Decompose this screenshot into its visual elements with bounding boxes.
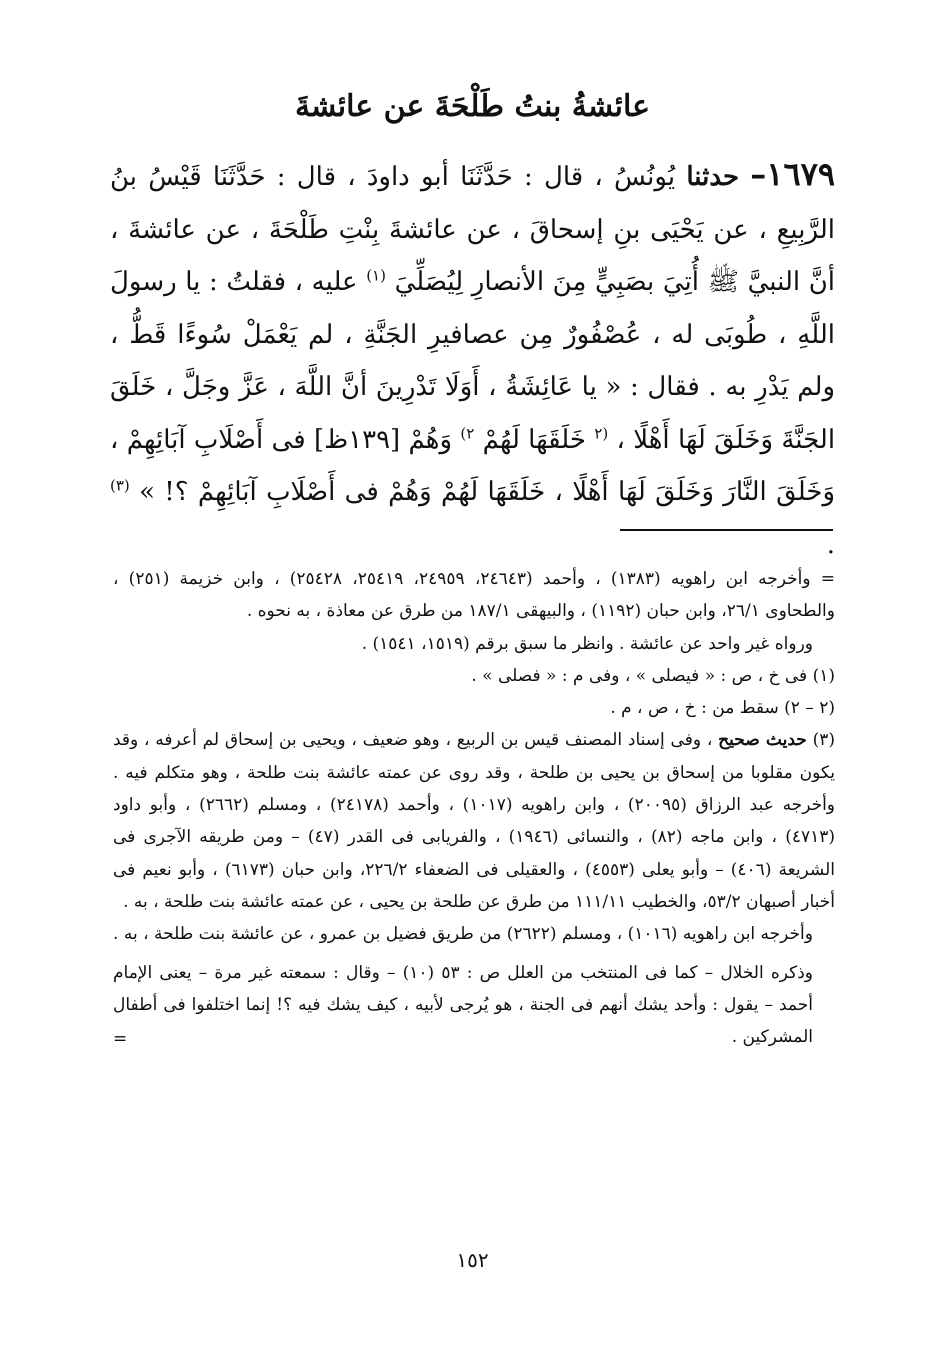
- hadith-text-part4: وَهُمْ [١٣٩ظ] فى أَصْلَابِ آبَائِهِمْ ، وَخَلَقَ النَّارَ وَخَلَقَ لَهَا أَهْلًا ، خَلَقَهَا لَهُمْ وَهُمْ فى أَصْلَابِ آبَائِهِمْ ؟! »: [110, 424, 836, 507]
- footnote-3-grading: حديث صحيح: [718, 730, 807, 751]
- footnote-1: (١) فى خ ، ص : « فيصلى » ، وفى م : « فصلى » .: [471, 665, 835, 686]
- footnote-3-text: ، وفى إسناد المصنف قيس بن الربيع ، وهو ضعيف ، ويحيى بن إسحاق لم أعرفه ، وقد يكون مقلوبا من إسحاق بن يحيى بن طلحة ، وقد روى عن عمته عائشة بنت طلحة ، وهو متكلم فيه . وأخرجه عبد الرزاق (٢٠٠٩٥) ، وابن راهويه (١٠١٧) ، وأحمد (٢٤١٧٨) ، ومسلم (٢٦٦٢) ، وأبو داود (٤٧١٣) ، وابن ماجه (٨٢) ، والنسائى (١٩٤٦) ، والفريابى فى القدر (٤٧) – ومن طريقه الآجرى فى الشريعة (٤٠٦) – وأبو يعلى (٤٥٥٣) ، والعقيلى فى الضعفاء ٢٢٦/٢، وابن حبان (٦١٧٣) ، وأبو نعيم فى أخبار أصبهان ٥٣/٢، والخطيب ١١١/١١ من طرق عن طلحة بن يحيى ، عن عمته عائشة بنت طلحة ، به .: [113, 730, 836, 912]
- footnote-ref-3: (٣): [110, 476, 130, 495]
- footnote-ref-2-end: ٢): [460, 423, 475, 442]
- footnote-continuation-mark: =: [113, 1029, 128, 1050]
- footnote-carryover-2: ورواه غير واحد عن عائشة . وانظر ما سبق برقم (١٥١٩، ١٥٤١) .: [361, 633, 813, 654]
- hadith-text-end: .: [826, 529, 835, 560]
- footnote-ref-2-start: (٢: [594, 423, 609, 442]
- footnote-2: (٢ – ٢) سقط من : خ ، ص ، م .: [610, 698, 835, 719]
- footnote-3-paragraph-2: وأخرجه ابن راهويه (١٠١٦) ، ومسلم (٢٦٢٢) من طريق فضيل بن عمرو ، عن عائشة بنت طلحة ، به .: [113, 924, 813, 945]
- hadith-text-part2: عليه ، فقلتُ : يا رسولَ اللَّهِ ، طُوبَى له ، عُصْفُورٌ مِن عصافيرِ الجَنَّةِ ، لم يَعْمَلْ سُوءًا قَطُّ ، ولم يَدْرِ به . فقال : « يا عَائِشَةُ ، أَوَلَا تَدْرِينَ أنَّ اللَّهَ ، عَزَّ وجَلَّ ، خَلَقَ الجَنَّةَ وَخَلَقَ لَهَا أَهْلًا ،: [110, 267, 836, 455]
- hadith-number: ١٦٧٩–: [750, 155, 836, 193]
- footnotes-section: [113, 563, 835, 1056]
- chapter-title: عائشةُ بنتُ طَلْحَةَ عن عائشةَ: [294, 89, 651, 124]
- footnote-3-number: (٣): [812, 730, 835, 751]
- hadith-paragraph: [110, 148, 835, 571]
- hadith-text: [110, 148, 835, 571]
- footnote-carryover: = وأخرجه ابن راهويه (١٣٨٣) ، وأحمد (٢٤٦٤٣، ٢٤٩٥٩، ٢٥٤١٩، ٢٥٤٢٨) ، وابن خزيمة (٢٥١) ، والطحاوى ٢٦/١، وابن حبان (١١٩٢) ، والبيهقى ١٨٧/١ من طرق عن معاذة ، به نحوه .: [113, 569, 836, 622]
- footnote-3-paragraph-3: وذكره الخلال – كما فى المنتخب من العلل ص : ٥٣ (١٠) – وقال : سمعته غير مرة – يعنى الإمام أحمد – يقول : وأحد يشك أنهم فى الجنة ، هو يُرجى لأبيه ، كيف يشك فيه ؟! إنما اختلفوا فى أطفال المشركين .: [113, 962, 813, 1048]
- page-number: ١٥٢: [456, 1248, 489, 1272]
- hadith-text-part1: يُونُسُ ، قال : حَدَّثَنَا أبو داودَ ، قال : حَدَّثَنَا قَيْسُ بنُ الرَّبِيعِ ، عن يَحْيَى بنِ إسحاقَ ، عن عائشةَ بِنْتِ طَلْحَةَ ، عن عائشةَ ، أنَّ النبيَّ ﷺ أُتِيَ بصَبِيٍّ مِنَ الأنصارِ لِيُصَلِّيَ: [110, 162, 836, 297]
- hadith-text-part3: خَلَقَهَا لَهُمْ: [482, 424, 586, 455]
- footnote-ref-1: (١): [366, 266, 386, 285]
- hadith-opening: حدثنا: [686, 162, 740, 192]
- footnote-divider: [620, 529, 833, 531]
- footnote-3: [113, 724, 835, 918]
